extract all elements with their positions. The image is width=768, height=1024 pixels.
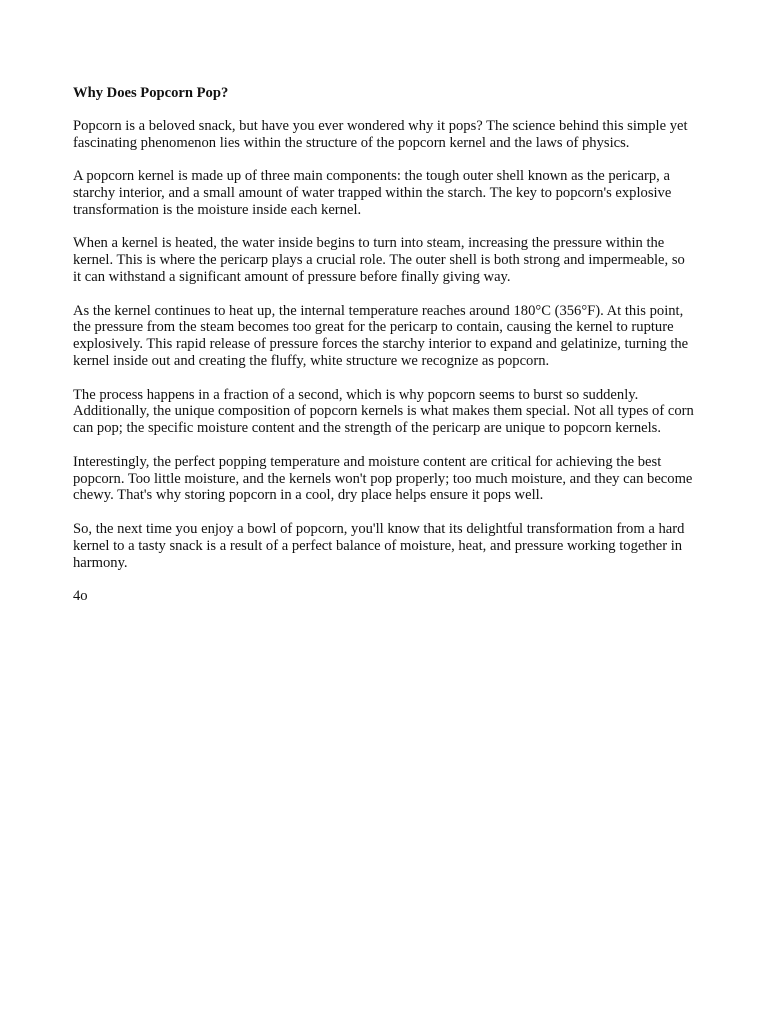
paragraph-2: A popcorn kernel is made up of three main components: the tough outer shell known as the pericarp, a starchy interior, and a small amount of water trapped within the starch. The key to popcorn's explosive transformation is the moisture inside each kernel. [73, 168, 672, 218]
paragraph-7: So, the next time you enjoy a bowl of popcorn, you'll know that its delightful transformation from a hard kernel to a tasty snack is a result of a perfect balance of moisture, heat, and pressure working together in harmony. [73, 520, 685, 571]
paragraph-6: Interestingly, the perfect popping temperature and moisture content are critical for achieving the best popcorn. Too little moisture, and the kernels won't pop properly; too much moisture, and they can become chewy. That's why storing popcorn in a cool, dry place helps ensure it pops well. [73, 453, 693, 504]
paragraph-5: The process happens in a fraction of a second, which is why popcorn seems to burst so suddenly. Additionally, the unique composition of popcorn kernels is what makes them special. Not all types of corn can pop; the specific moisture content and the strength of the pericarp are unique to popcorn kernels. [73, 386, 694, 437]
footer-note: 4o [73, 588, 88, 605]
paragraph-4: As the kernel continues to heat up, the internal temperature reaches around 180°C (356°F). At this point, the pressure from the steam becomes too great for the pericarp to contain, causing the kernel to rupture explosively. This rapid release of pressure forces the starchy interior to expand and gelatinize, turning the kernel inside out and creating the fluffy, white structure we recognize as popcorn. [73, 302, 689, 369]
paragraph-1: Popcorn is a beloved snack, but have you ever wondered why it pops? The science behind this simple yet fascinating phenomenon lies within the structure of the popcorn kernel and the laws of physics. [73, 117, 688, 151]
paragraph-3: When a kernel is heated, the water inside begins to turn into steam, increasing the pressure within the kernel. This is where the pericarp plays a crucial role. The outer shell is both strong and impermeable, so it can withstand a significant amount of pressure before finally giving way. [73, 235, 685, 285]
document-page [73, 85, 695, 605]
document-title: Why Does Popcorn Pop? [73, 85, 229, 101]
